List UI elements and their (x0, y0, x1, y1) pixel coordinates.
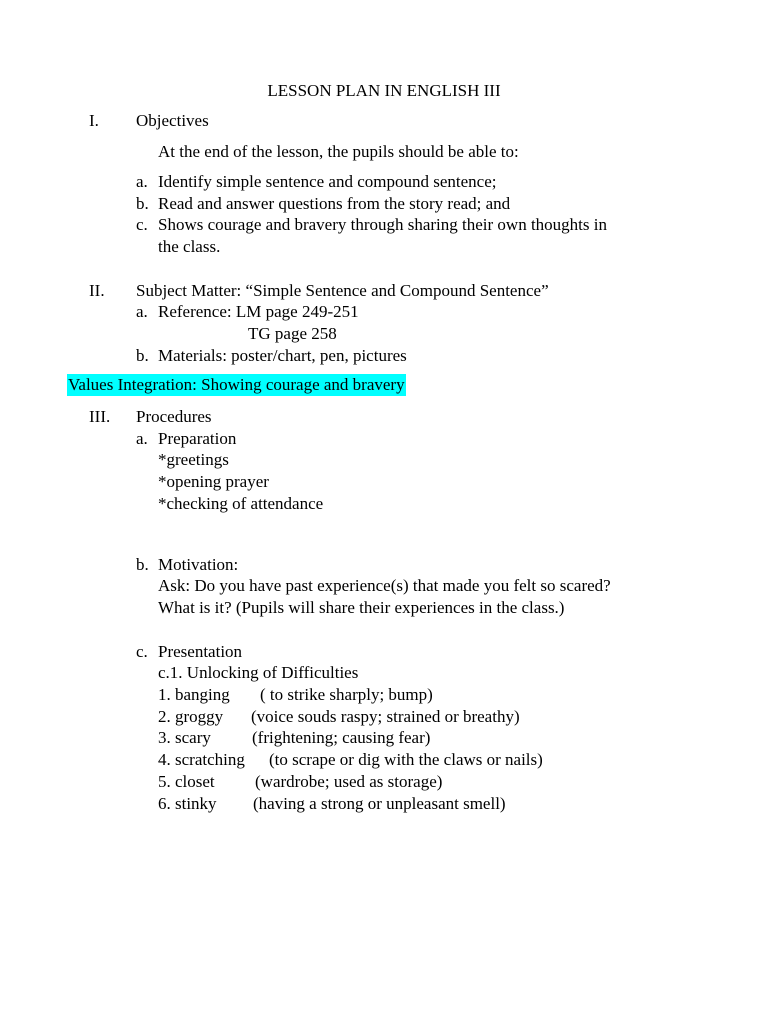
objective-item-b: Read and answer questions from the story read; and (158, 194, 511, 213)
objective-item-a: Identify simple sentence and compound sentence; (158, 172, 497, 191)
section-heading-procedures: Procedures (136, 407, 212, 426)
section-heading-objectives: Objectives (136, 111, 209, 130)
vocab-word: 4. scratching (158, 750, 245, 769)
motivation-line-2: What is it? (Pupils will share their experiences in the class.) (158, 598, 565, 617)
preparation-item-prayer: *opening prayer (158, 472, 269, 491)
objectives-intro: At the end of the lesson, the pupils should be able to: (158, 142, 519, 161)
presentation-heading: Presentation (158, 642, 243, 661)
vocab-definition: (frightening; causing fear) (252, 728, 431, 747)
preparation-letter: a. (136, 429, 148, 448)
vocab-definition: (voice souds raspy; strained or breathy) (251, 707, 520, 726)
reference-letter: a. (136, 302, 148, 321)
vocab-word: 5. closet (158, 772, 215, 791)
motivation-line-1: Ask: Do you have past experience(s) that made you felt so scared? (158, 576, 611, 595)
preparation-item-greetings: *greetings (158, 450, 229, 469)
values-integration-highlight: Values Integration: Showing courage and bravery (68, 375, 405, 394)
reference-tg: TG page 258 (248, 324, 337, 343)
section-numeral-procedures: III. (89, 407, 111, 426)
vocab-word: 1. banging (158, 685, 230, 704)
objective-letter-c: c. (136, 215, 148, 234)
section-heading-subject-matter: Subject Matter: “Simple Sentence and Compound Sentence” (136, 281, 549, 300)
document-title: LESSON PLAN IN ENGLISH III (267, 81, 501, 100)
section-numeral-objectives: I. (89, 111, 99, 130)
objective-item-c: Shows courage and bravery through sharing their own thoughts in (158, 215, 607, 234)
preparation-heading: Preparation (158, 429, 237, 448)
objective-item-c-continued: the class. (158, 237, 221, 256)
materials-letter: b. (136, 346, 149, 365)
motivation-letter: b. (136, 555, 149, 574)
vocab-definition: (wardrobe; used as storage) (255, 772, 443, 791)
vocab-word: 6. stinky (158, 794, 217, 813)
materials: Materials: poster/chart, pen, pictures (158, 346, 407, 365)
objective-letter-a: a. (136, 172, 148, 191)
vocab-definition: (having a strong or unpleasant smell) (253, 794, 506, 813)
section-numeral-subject-matter: II. (89, 281, 105, 300)
objective-letter-b: b. (136, 194, 149, 213)
reference-lm: Reference: LM page 249-251 (158, 302, 359, 321)
presentation-subheading: c.1. Unlocking of Difficulties (158, 663, 359, 682)
motivation-heading: Motivation: (158, 555, 239, 574)
presentation-letter: c. (136, 642, 148, 661)
preparation-item-attendance: *checking of attendance (158, 494, 324, 513)
vocab-word: 3. scary (158, 728, 211, 747)
vocab-definition: ( to strike sharply; bump) (260, 685, 433, 704)
vocab-word: 2. groggy (158, 707, 224, 726)
vocab-definition: (to scrape or dig with the claws or nails) (269, 750, 543, 769)
